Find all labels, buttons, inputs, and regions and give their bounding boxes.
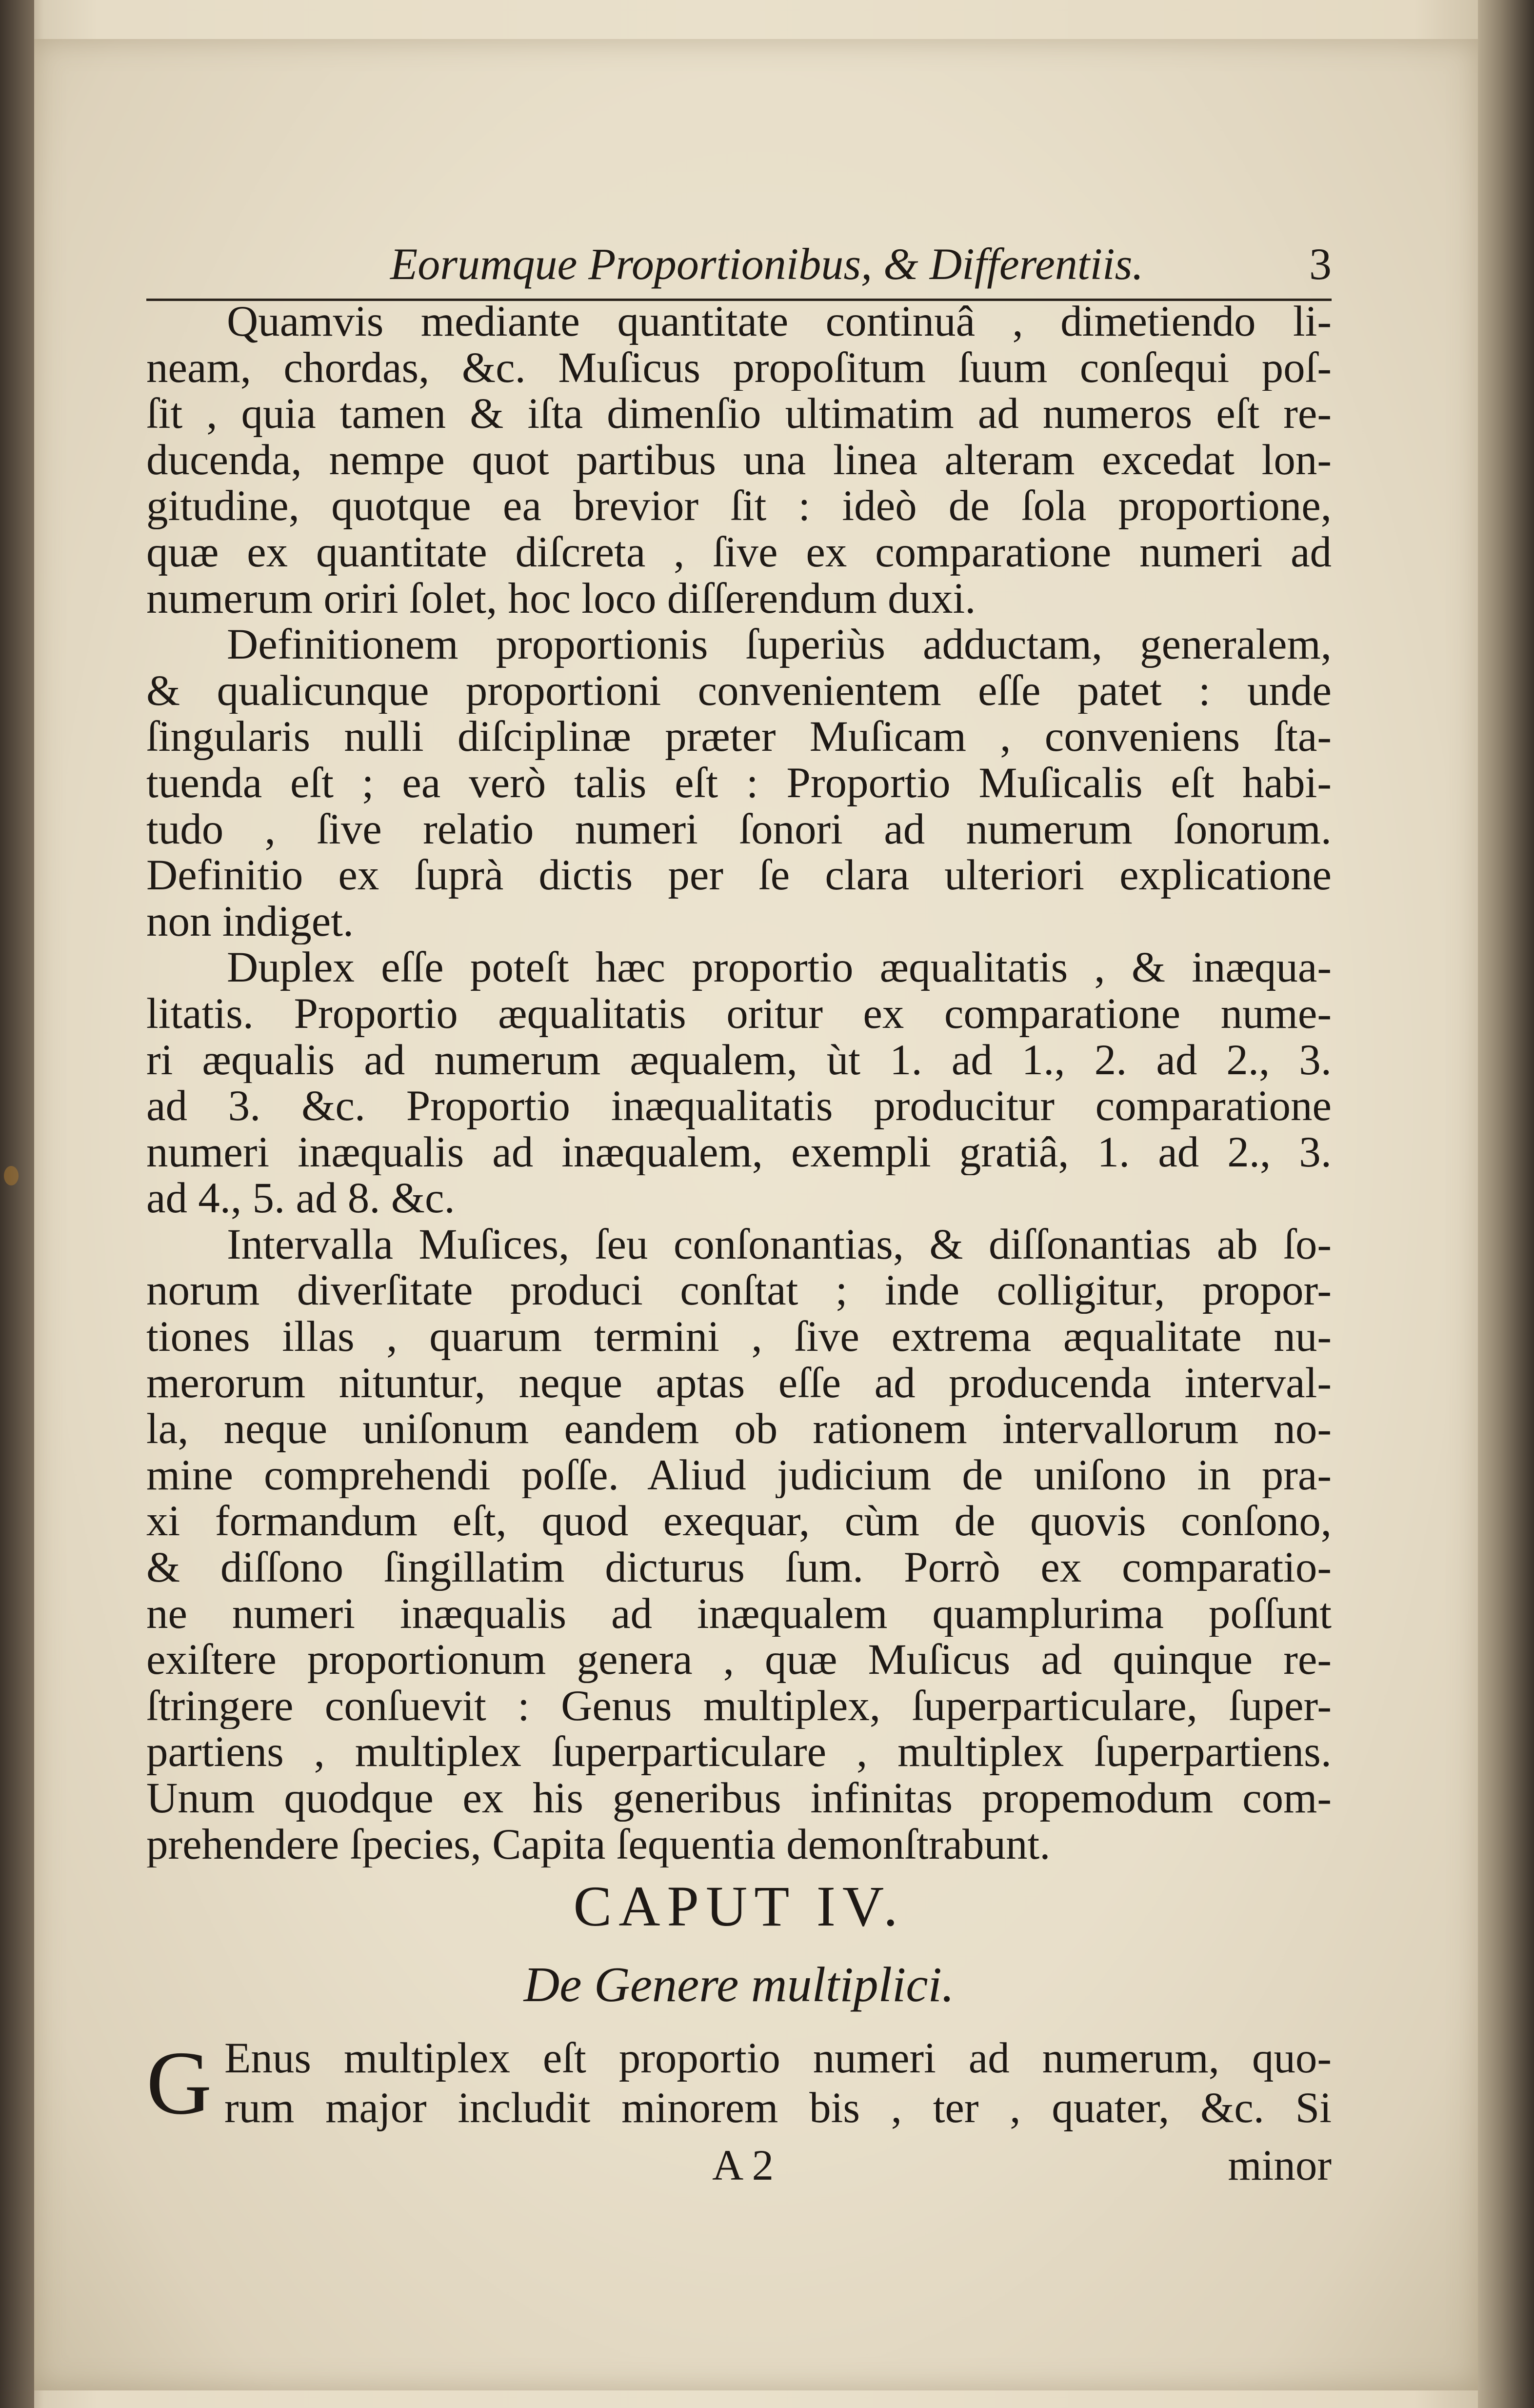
text-line: merorum nituntur, neque aptas eſſe ad producenda interval- — [146, 1360, 1332, 1406]
text-line: ne numeri inæqualis ad inæqualem quamplurima poſſunt — [146, 1590, 1332, 1637]
chapter-heading: CAPUT IV. — [573, 1874, 905, 1938]
text-line: ſtringere conſuevit : Genus multiplex, ſuperparticulare, ſuper- — [146, 1683, 1332, 1729]
text-line: ducenda, nempe quot partibus una linea alteram excedat lon- — [146, 437, 1332, 483]
text-line: tudo , ſive relatio numeri ſonori ad numerum ſonorum. — [146, 806, 1332, 853]
text-line: la, neque uniſonum eandem ob rationem intervallorum no- — [146, 1406, 1332, 1452]
text-line: Definitio ex ſuprà dictis per ſe clara ulteriori explicatione — [146, 852, 1332, 899]
text-line: neam, chordas, &c. Muſicus propoſitum ſuum conſequi poſ- — [146, 344, 1332, 391]
text-line: litatis. Proportio æqualitatis oritur ex comparatione nume- — [146, 990, 1332, 1037]
text-line: mine comprehendi poſſe. Aliud judicium de uniſono in pra- — [146, 1452, 1332, 1499]
catchword: minor — [1228, 2142, 1332, 2189]
text-line: ad 4., 5. ad 8. &c. — [146, 1175, 455, 1222]
page-number: 3 — [1309, 239, 1332, 289]
text-line: exiſtere proportionum genera , quæ Muſicus ad quinque re- — [146, 1637, 1332, 1683]
text-line: & qualicunque proportioni convenientem eſſe patet : unde — [146, 667, 1332, 714]
text-line: & diſſono ſingillatim dicturus ſum. Porrò ex comparatio- — [146, 1545, 1332, 1591]
text-line: quæ ex quantitate diſcreta , ſive ex comparatione numeri ad — [146, 529, 1332, 576]
book-spine — [0, 0, 34, 2408]
text-line: Duplex eſſe poteſt hæc proportio æqualitatis , & inæqua- — [227, 944, 1332, 991]
text-line: rum major includit minorem bis , ter , quater, &c. Si — [224, 2084, 1332, 2132]
chapter-subtitle: De Genere multiplici. — [523, 1957, 955, 2012]
text-line: Intervalla Muſices, ſeu conſonantias, & diſſonantias ab ſo- — [227, 1221, 1332, 1268]
text-line: ri æqualis ad numerum æqualem, ùt 1. ad 1., 2. ad 2., 3. — [146, 1037, 1332, 1084]
paragraph — [146, 1222, 1332, 1867]
text-line: tuenda eſt ; ea verò talis eſt : Proportio Muſicalis eſt habi- — [146, 760, 1332, 806]
text-line: xi formandum eſt, quod exequar, cùm de quovis conſono, — [146, 1498, 1332, 1545]
text-line: gitudine, quotque ea brevior ſit : ideò de ſola proportione, — [146, 483, 1332, 529]
paragraph — [146, 944, 1332, 1222]
text-line: non indiget. — [146, 898, 354, 945]
text-line: numeri inæqualis ad inæqualem, exempli gratiâ, 1. ad 2., 3. — [146, 1129, 1332, 1176]
text-line: ad 3. &c. Proportio inæqualitatis producitur comparatione — [146, 1083, 1332, 1129]
text-line: partiens , multiplex ſuperparticulare , multiplex ſuperpartiens. — [146, 1729, 1332, 1775]
page-edge-shadow — [1478, 0, 1534, 2408]
signature-mark: A 2 — [712, 2142, 774, 2189]
body-text — [146, 299, 1332, 1867]
text-line: tiones illas , quarum termini , ſive extrema æqualitate nu- — [146, 1314, 1332, 1360]
running-title: Eorumque Proportionibus, & Differentiis. — [390, 239, 1144, 289]
running-header — [146, 238, 1332, 297]
page-footer — [146, 2141, 1332, 2189]
paragraph — [146, 622, 1332, 944]
text-line: Definitionem proportionis ſuperiùs adductam, generalem, — [227, 622, 1332, 668]
drop-cap: G — [146, 2033, 212, 2133]
text-line: numerum oriri ſolet, hoc loco diſſerendum duxi. — [146, 575, 976, 622]
text-line: ſit , quia tamen & iſta dimenſio ultimatim ad numeros eſt re- — [146, 391, 1332, 437]
text-line: prehendere ſpecies, Capita ſequentia demonſtrabunt. — [146, 1821, 1051, 1868]
text-line: norum diverſitate produci conſtat ; inde colligitur, propor- — [146, 1267, 1332, 1314]
paragraph — [146, 299, 1332, 622]
text-line: Unum quodque ex his generibus infinitas propemodum com- — [146, 1775, 1332, 1822]
text-line: Enus multiplex eſt proportio numeri ad numerum, quo- — [224, 2034, 1332, 2082]
text-line: ſingularis nulli diſciplinæ præter Muſicam , conveniens ſta- — [146, 714, 1332, 760]
stain-mark — [4, 1166, 19, 1185]
text-line: Quamvis mediante quantitate continuâ , dimetiendo li- — [227, 299, 1332, 345]
